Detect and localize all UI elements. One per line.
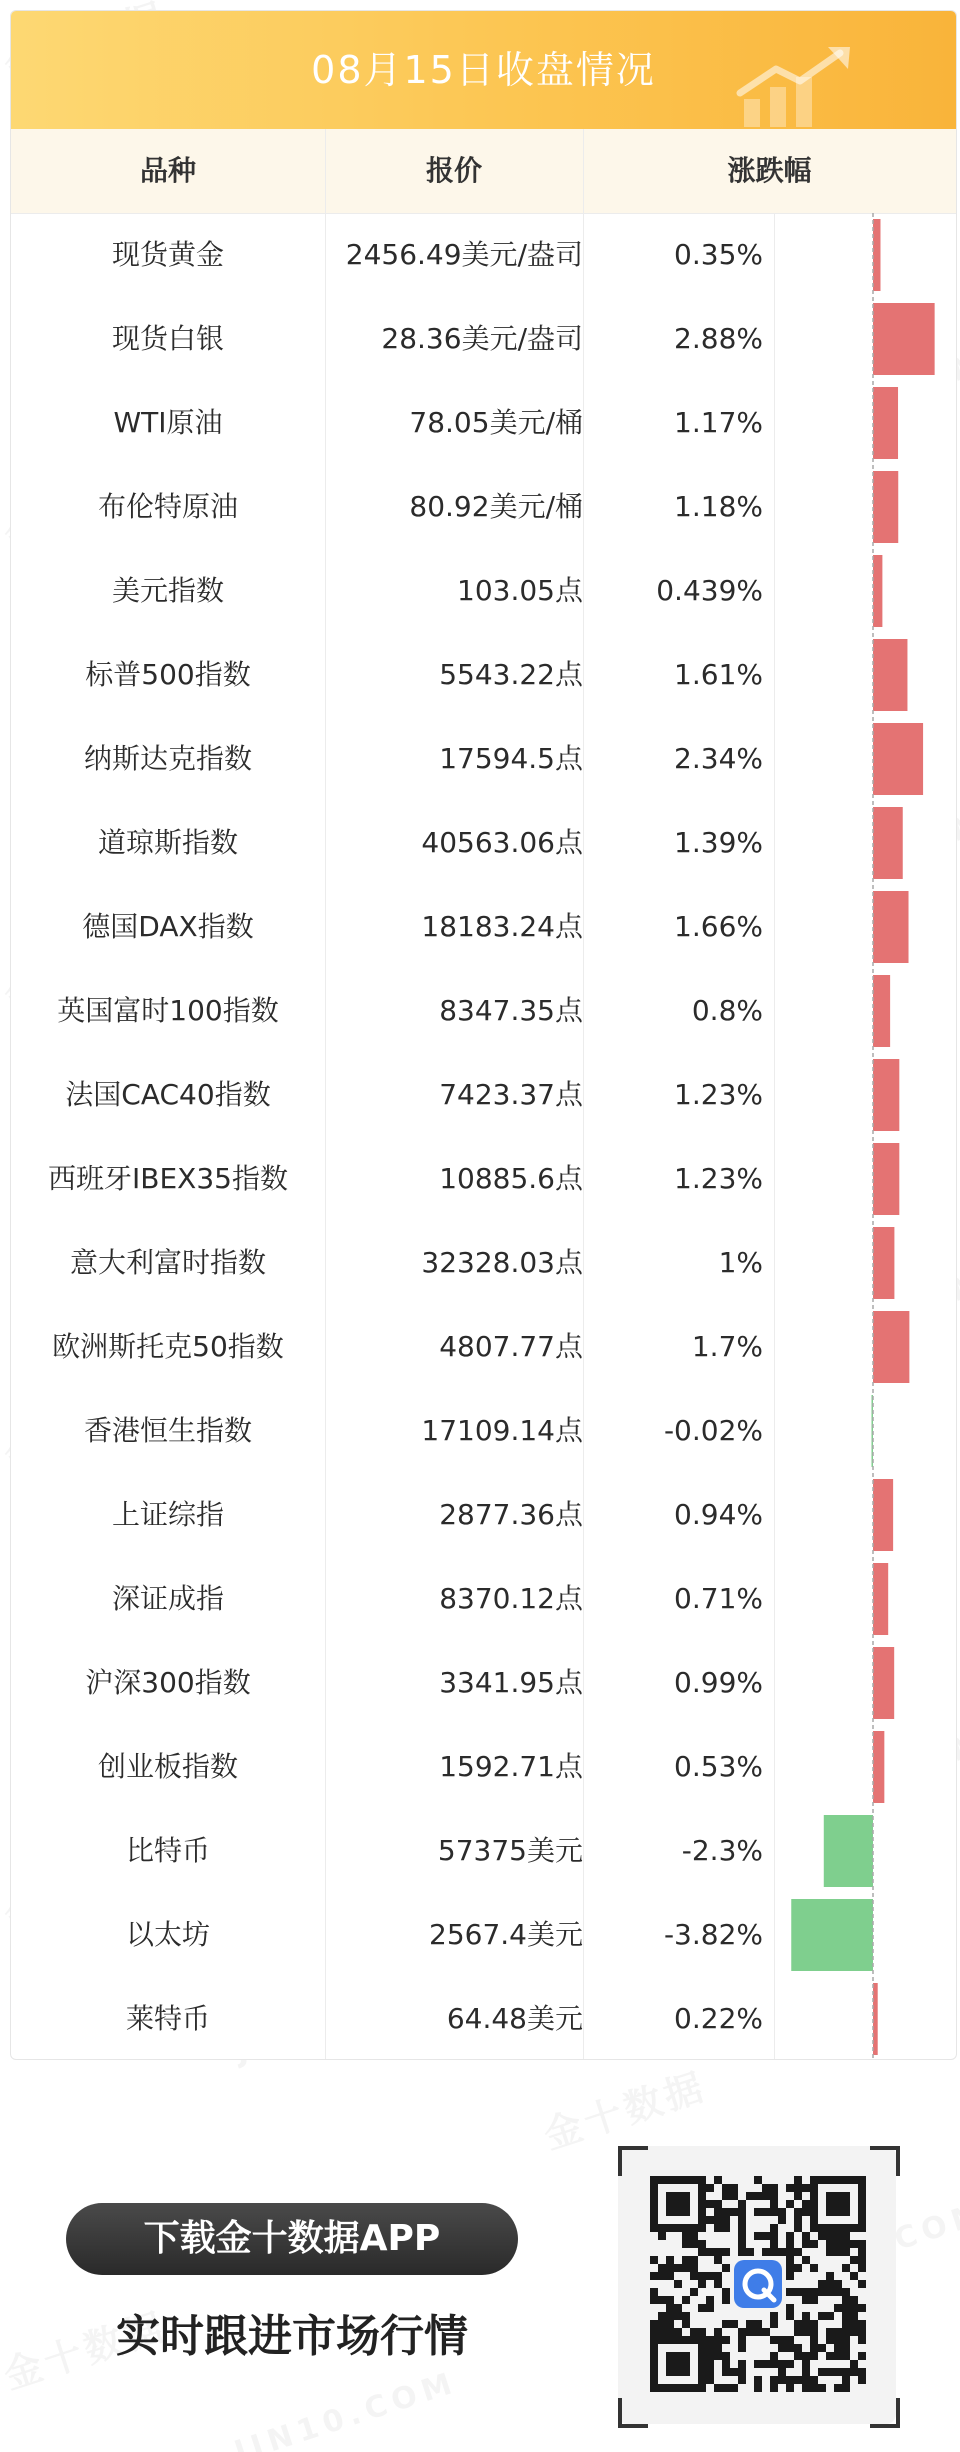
instrument-price: 2877.36点 xyxy=(439,1498,583,1531)
instrument-change: 0.53% xyxy=(674,1750,763,1783)
instrument-name: 英国富时100指数 xyxy=(57,994,279,1027)
instrument-change: 1.61% xyxy=(674,658,763,691)
instrument-name: 以太坊 xyxy=(125,1918,210,1951)
instrument-change: 1.66% xyxy=(674,910,763,943)
instrument-change: 1% xyxy=(718,1246,763,1279)
instrument-name: 香港恒生指数 xyxy=(83,1414,252,1447)
watermark xyxy=(536,2055,713,2159)
instrument-price: 2567.4美元 xyxy=(429,1918,583,1951)
column-header-name: 品种 xyxy=(139,154,196,187)
table-row xyxy=(11,633,956,717)
instrument-name: 创业板指数 xyxy=(97,1750,238,1783)
instrument-name: 纳斯达克指数 xyxy=(83,742,252,775)
table-row xyxy=(11,717,956,801)
table-row xyxy=(11,1725,956,1809)
instrument-name: 现货黄金 xyxy=(111,238,224,271)
instrument-price: 5543.22点 xyxy=(439,658,583,691)
qr-frame-corner xyxy=(870,2398,900,2428)
qr-frame-corner xyxy=(870,2146,900,2176)
table-row xyxy=(11,1641,956,1725)
instrument-name: 欧洲斯托克50指数 xyxy=(52,1330,284,1363)
table-row xyxy=(11,1221,956,1305)
instrument-name: 道琼斯指数 xyxy=(97,826,238,859)
table-row xyxy=(11,1809,956,1893)
table-row xyxy=(11,1893,956,1977)
instrument-change: 2.88% xyxy=(674,322,763,355)
table-row xyxy=(11,1473,956,1557)
table-row xyxy=(11,969,956,1053)
qr-frame-corner xyxy=(618,2398,648,2428)
instrument-price: 3341.95点 xyxy=(439,1666,583,1699)
table-row xyxy=(11,801,956,885)
instrument-price: 57375美元 xyxy=(437,1834,583,1867)
download-app-button[interactable] xyxy=(66,2203,518,2275)
instrument-change: 1.18% xyxy=(674,490,763,523)
instrument-change: -2.3% xyxy=(681,1834,763,1867)
instrument-name: 德国DAX指数 xyxy=(82,910,254,943)
instrument-price: 103.05点 xyxy=(457,574,583,607)
page-title: 08月15日收盘情况 xyxy=(311,48,656,92)
instrument-change: 1.7% xyxy=(691,1330,763,1363)
instrument-price: 4807.77点 xyxy=(439,1330,583,1363)
column-header-price: 报价 xyxy=(425,154,482,187)
instrument-change: 0.8% xyxy=(691,994,763,1027)
instrument-change: 1.17% xyxy=(674,406,763,439)
table-row xyxy=(11,381,956,465)
instrument-price: 8370.12点 xyxy=(439,1582,583,1615)
table-row xyxy=(11,885,956,969)
instrument-price: 32328.03点 xyxy=(421,1246,583,1279)
instrument-change: 0.35% xyxy=(674,238,763,271)
instrument-name: 莱特币 xyxy=(125,2002,210,2035)
instrument-name: 意大利富时指数 xyxy=(69,1246,266,1279)
table-row xyxy=(11,297,956,381)
instrument-name: 美元指数 xyxy=(111,574,224,607)
instrument-price: 28.36美元/盎司 xyxy=(381,322,583,355)
instrument-name: 标普500指数 xyxy=(85,658,251,691)
title-bar xyxy=(11,11,956,129)
instrument-name: 现货白银 xyxy=(111,322,224,355)
instrument-change: 0.22% xyxy=(674,2002,763,2035)
instrument-price: 17594.5点 xyxy=(439,742,583,775)
instrument-price: 64.48美元 xyxy=(446,2002,583,2035)
instrument-change: -0.02% xyxy=(663,1414,763,1447)
table-row xyxy=(11,549,956,633)
instrument-change: 1.39% xyxy=(674,826,763,859)
instrument-name: 西班牙IBEX35指数 xyxy=(48,1162,288,1195)
instrument-price: 2456.49美元/盎司 xyxy=(345,238,583,271)
instrument-price: 78.05美元/桶 xyxy=(409,406,583,439)
instrument-name: 上证综指 xyxy=(111,1498,224,1531)
table-row xyxy=(11,1389,956,1473)
instrument-name: 比特币 xyxy=(125,1834,210,1867)
instrument-price: 1592.71点 xyxy=(439,1750,583,1783)
instrument-price: 17109.14点 xyxy=(421,1414,583,1447)
promo-tagline: 实时跟进市场行情 xyxy=(116,2311,468,2362)
column-header-change: 涨跌幅 xyxy=(727,154,812,187)
instrument-change: 1.23% xyxy=(674,1162,763,1195)
table-row xyxy=(11,1305,956,1389)
instrument-change: 0.439% xyxy=(656,574,763,607)
table-row xyxy=(11,1557,956,1641)
instrument-name: 法国CAC40指数 xyxy=(65,1078,271,1111)
instrument-change: 0.94% xyxy=(674,1498,763,1531)
table-row xyxy=(11,1053,956,1137)
table-row xyxy=(11,213,956,297)
qr-frame-corner xyxy=(618,2146,648,2176)
instrument-name: WTI原油 xyxy=(113,406,223,439)
table-row xyxy=(11,465,956,549)
instrument-price: 8347.35点 xyxy=(439,994,583,1027)
download-app-label: 下载金十数据APP xyxy=(143,2218,441,2259)
instrument-change: 2.34% xyxy=(674,742,763,775)
instrument-price: 10885.6点 xyxy=(439,1162,583,1195)
instrument-change: -3.82% xyxy=(663,1918,763,1951)
trend-up-icon xyxy=(736,47,866,127)
instrument-price: 18183.24点 xyxy=(421,910,583,943)
market-close-card xyxy=(10,10,957,2060)
instrument-change: 1.23% xyxy=(674,1078,763,1111)
instrument-name: 深证成指 xyxy=(111,1582,224,1615)
instrument-price: 7423.37点 xyxy=(439,1078,583,1111)
watermark xyxy=(230,2365,461,2452)
instrument-name: 沪深300指数 xyxy=(85,1666,251,1699)
instrument-change: 0.71% xyxy=(674,1582,763,1615)
table-header xyxy=(11,129,956,214)
qr-code-icon[interactable] xyxy=(650,2176,866,2392)
instrument-price: 40563.06点 xyxy=(421,826,583,859)
instrument-price: 80.92美元/桶 xyxy=(409,490,583,523)
table-row xyxy=(11,1977,956,2060)
instrument-change: 0.99% xyxy=(674,1666,763,1699)
instrument-name: 布伦特原油 xyxy=(97,490,238,523)
table-row xyxy=(11,1137,956,1221)
